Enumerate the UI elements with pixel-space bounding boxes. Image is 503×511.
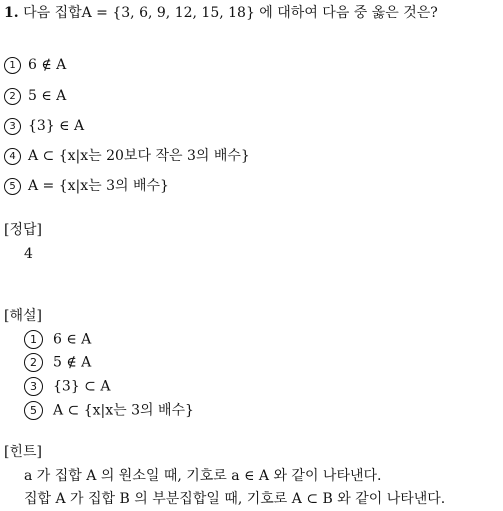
answer-value: 4 (24, 246, 33, 262)
explanation-text: 5 ∉ A (53, 354, 92, 371)
choice-3 (4, 117, 84, 135)
question-text: 다음 집합A = {3, 6, 9, 12, 15, 18} 에 대하여 다음 중 옳은 것은? (23, 5, 438, 21)
explanation-text: 6 ∈ A (53, 331, 92, 348)
choice-text: 5 ∈ A (28, 88, 67, 104)
explanation-text: {3} ⊂ A (53, 378, 111, 395)
explanation-marker: 5 (24, 401, 43, 420)
explanation-marker: 1 (24, 330, 43, 349)
choice-marker: 4 (4, 148, 21, 165)
choice-text: A = {x|x는 3의 배수} (28, 178, 169, 194)
choice-1 (4, 56, 66, 74)
choice-text: A ⊂ {x|x는 20보다 작은 3의 배수} (28, 148, 250, 164)
choice-marker: 3 (4, 118, 21, 135)
choice-5 (4, 177, 169, 195)
answer-label: [정답] (4, 222, 42, 238)
choice-4 (4, 147, 250, 165)
explanation-marker: 3 (24, 377, 43, 396)
explanation-item-2 (24, 353, 91, 372)
question-number: 1. (4, 5, 19, 21)
explanation-item-4 (24, 401, 194, 420)
hint-label: [힌트] (4, 444, 42, 460)
choice-2 (4, 87, 66, 105)
explanation-marker: 2 (24, 353, 43, 372)
choice-text: {3} ∈ A (28, 118, 85, 134)
choice-text: 6 ∉ A (28, 57, 67, 73)
choice-marker: 5 (4, 178, 21, 195)
explanation-item-3 (24, 377, 110, 396)
hint-line-2: 집합 A 가 집합 B 의 부분집합일 때, 기호로 A ⊂ B 와 같이 나타낸다. (24, 491, 446, 507)
question-title (4, 4, 438, 22)
hint-line-1: a 가 집합 A 의 원소일 때, 기호로 a ∈ A 와 같이 나타낸다. (24, 468, 382, 484)
explanation-label: [해설] (4, 308, 42, 324)
explanation-text: A ⊂ {x|x는 3의 배수} (53, 402, 194, 419)
choice-marker: 1 (4, 57, 21, 74)
choice-marker: 2 (4, 88, 21, 105)
explanation-item-1 (24, 330, 91, 349)
